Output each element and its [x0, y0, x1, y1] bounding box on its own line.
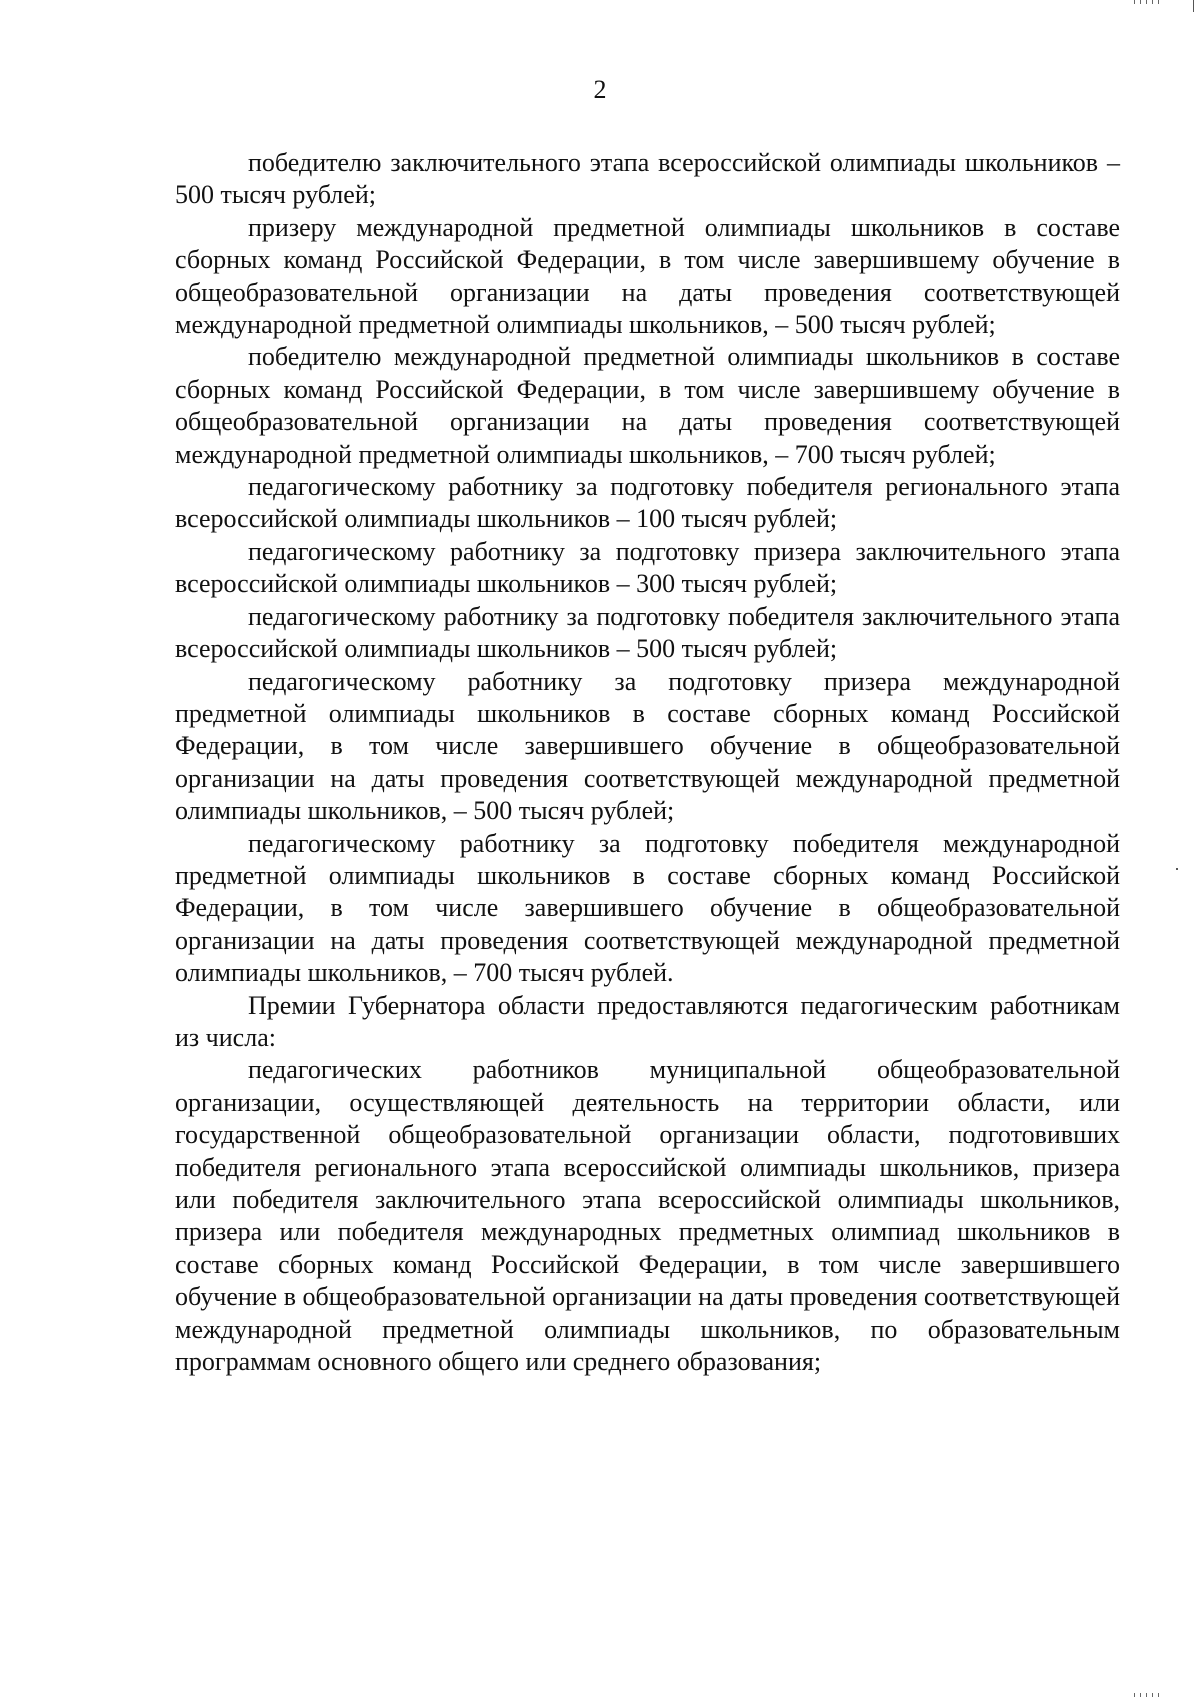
paragraph-eligible-teachers: педагогических работников муниципальной общеобразовательной организации, осуществляющей деятельность на территории области, или государственной общеобразовательной организации области, подготовивших победителя регионального этапа всероссийской олимпиады школьников, призера или победителя заключительного этапа всероссийской олимпиады школьников, призера или победителя международных предметных олимпиад школьников в составе сборных команд Российской Федерации, в том числе завершившего обучение в общеобразовательной организации на даты проведения соответствующей международной предметной олимпиады школьников, по образовательным программам основного общего или среднего образования;	[175, 1055, 1120, 1377]
paragraph-teacher-final-winner: педагогическому работнику за подготовку победителя заключительного этапа всероссийской олимпиады школьников – 500 тысяч рублей;	[175, 601, 1120, 664]
scan-edge-mark	[1193, 0, 1194, 12]
page-number: 2	[593, 75, 607, 104]
document-body	[175, 147, 1120, 1378]
paragraph-winner-final-stage: победителю заключительного этапа всероссийской олимпиады школьников – 500 тысяч рублей;	[175, 148, 1120, 210]
scan-ticks-top	[1134, 0, 1160, 4]
paragraph-prizewinner-international: призеру международной предметной олимпиады школьников в составе сборных команд Российской Федерации, в том числе завершившему обучение в общеобразовательной организации на даты проведения соответствующей международной предметной олимпиады школьников, – 500 тысяч рублей;	[175, 212, 1120, 340]
paragraph-teacher-regional-winner: педагогическому работнику за подготовку победителя регионального этапа всероссийской олимпиады школьников – 100 тысяч рублей;	[175, 472, 1120, 534]
paragraph-teacher-final-prizewinner: педагогическому работнику за подготовку призера заключительного этапа всероссийской олимпиады школьников – 300 тысяч рублей;	[175, 536, 1120, 599]
scan-dot	[1176, 868, 1178, 870]
paragraph-governor-awards-intro: Премии Губернатора области предоставляются педагогическим работникам из числа:	[175, 990, 1120, 1052]
paragraph-teacher-international-prizewinner: педагогическому работнику за подготовку призера международной предметной олимпиады школьников в составе сборных команд Российской Федерации, в том числе завершившего обучение в общеобразовательной организации на даты проведения соответствующей международной предметной олимпиады школьников, – 500 тысяч рублей;	[175, 666, 1120, 826]
paragraph-winner-international: победителю международной предметной олимпиады школьников в составе сборных команд Российской Федерации, в том числе завершившему обучение в общеобразовательной организации на даты проведения соответствующей международной предметной олимпиады школьников, – 700 тысяч рублей;	[175, 342, 1120, 469]
paragraph-teacher-international-winner: педагогическому работнику за подготовку победителя международной предметной олимпиады школьников в составе сборных команд Российской Федерации, в том числе завершившего обучение в общеобразовательной организации на даты проведения соответствующей международной предметной олимпиады школьников, – 700 тысяч рублей.	[175, 828, 1120, 988]
scan-ticks-bottom	[1134, 1693, 1160, 1697]
